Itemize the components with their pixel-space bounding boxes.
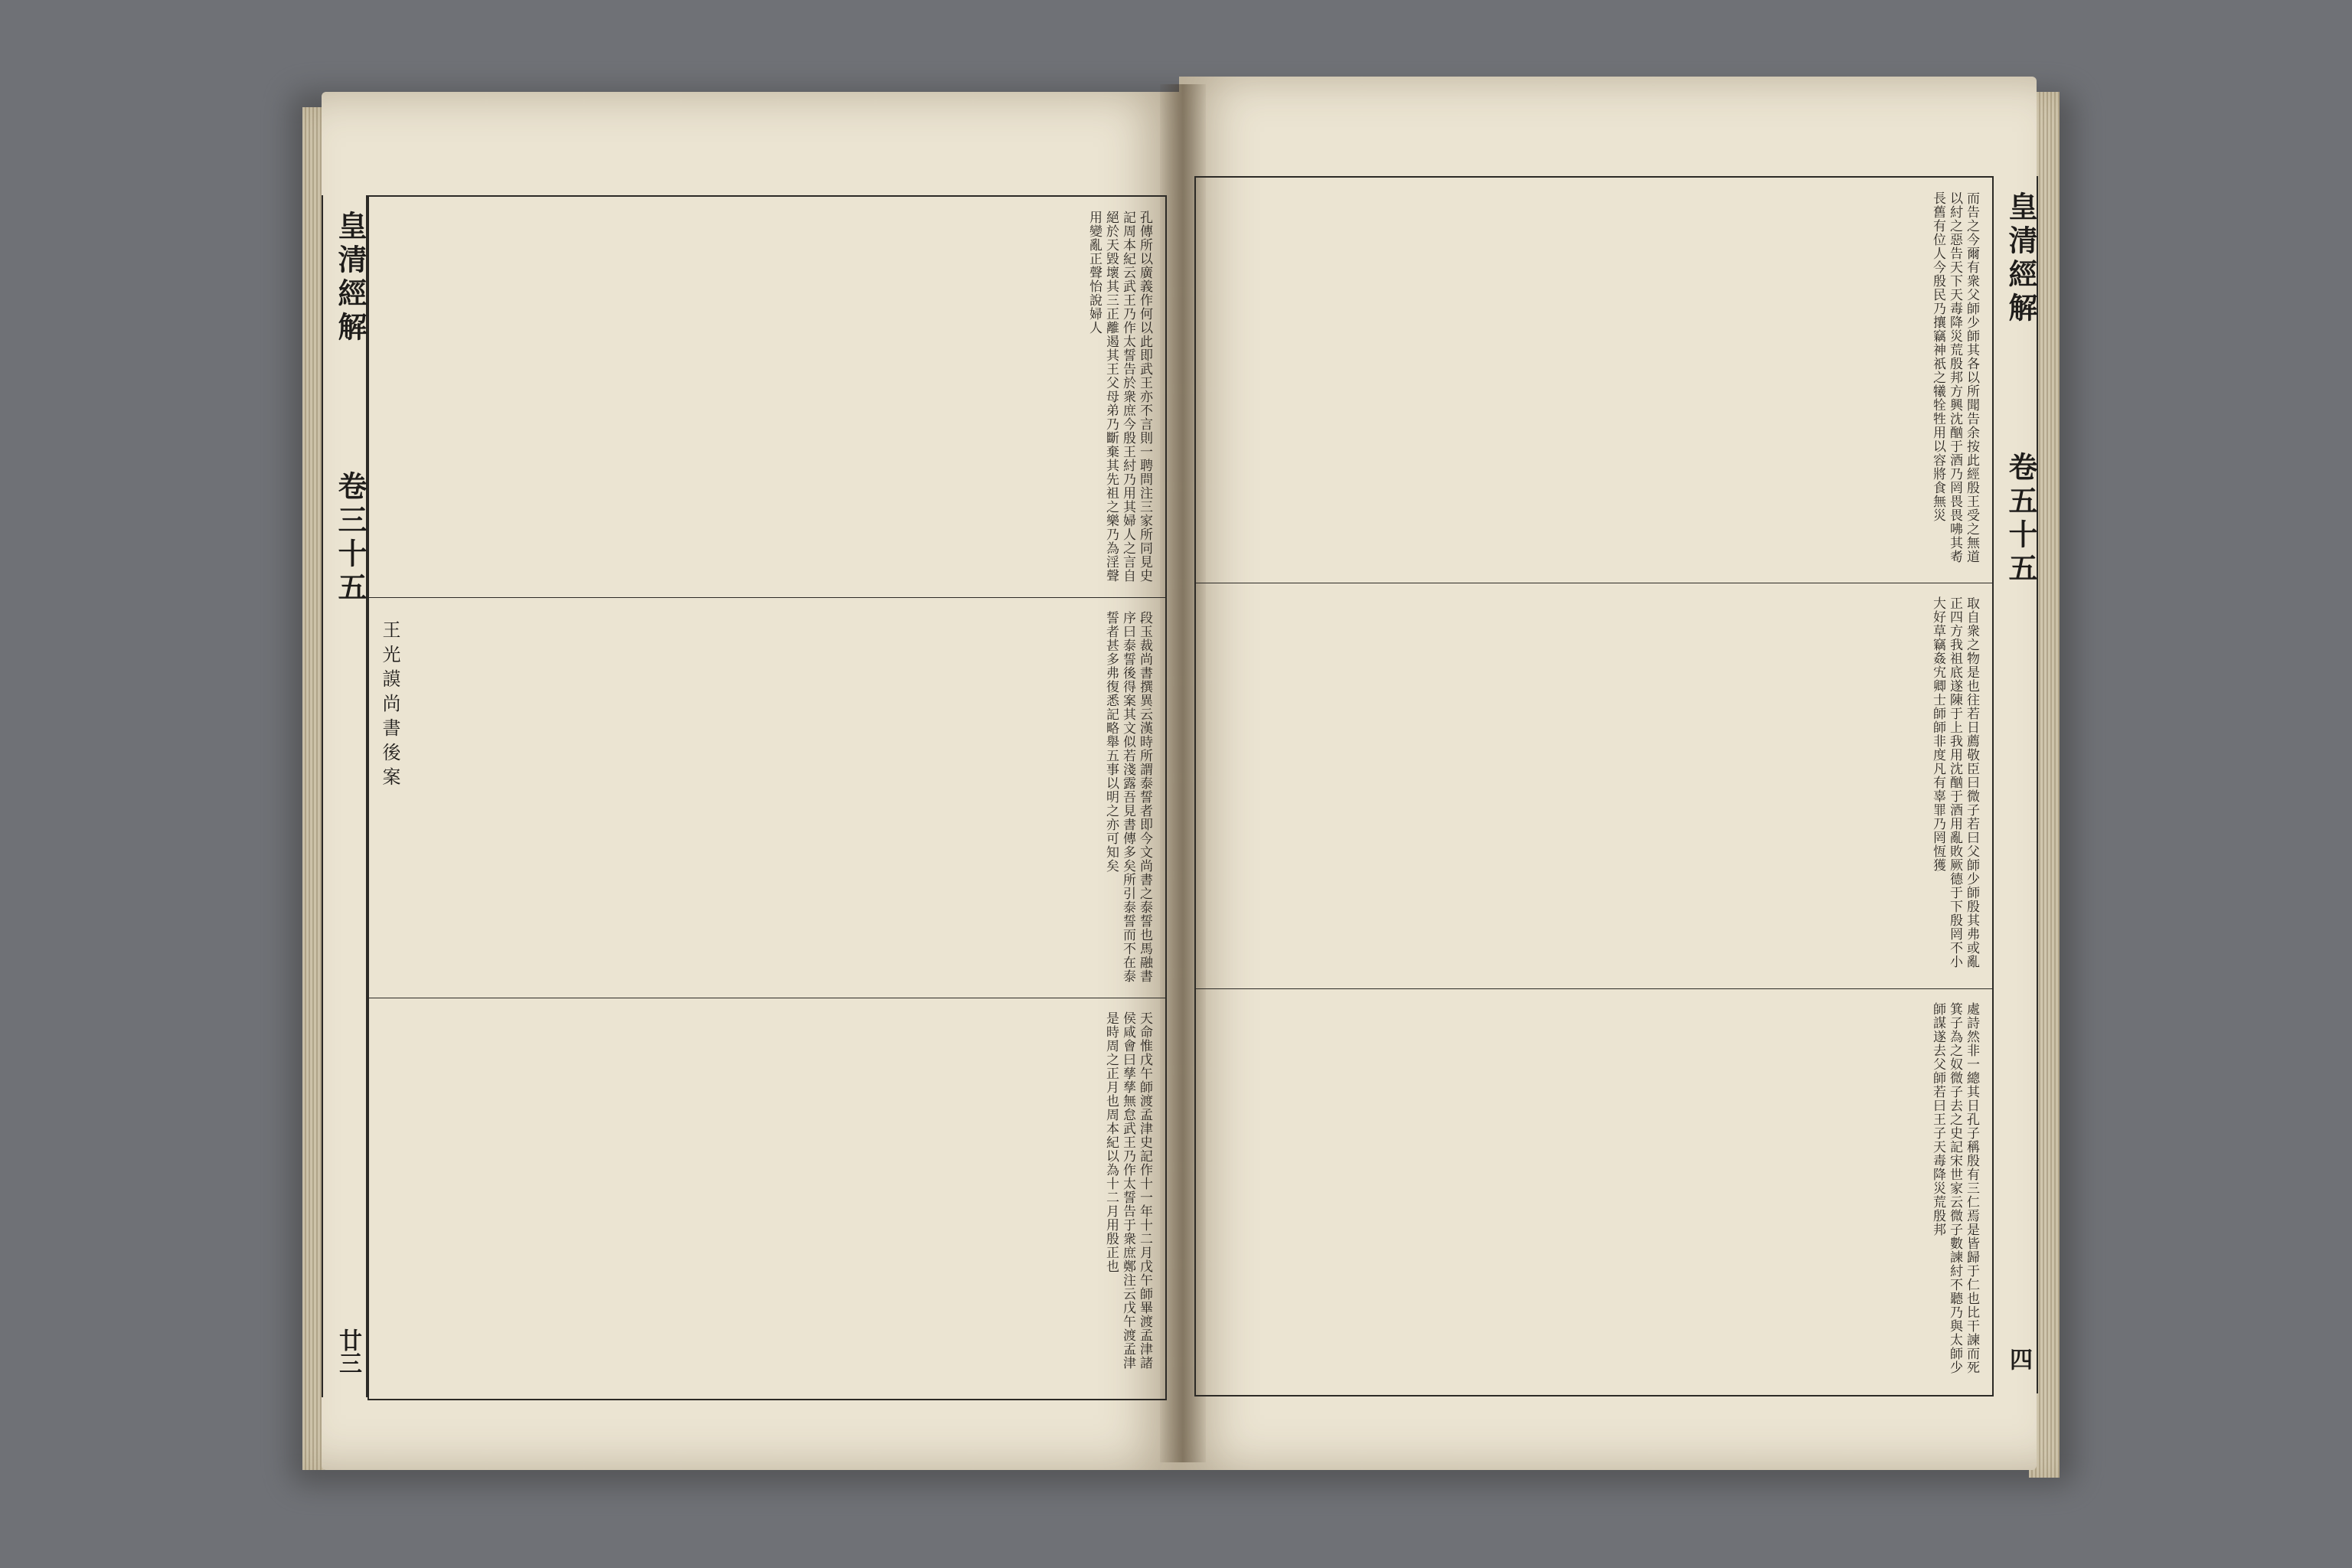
left-text-frame (368, 195, 1167, 1400)
left-folio-number: 廿三 (335, 1328, 361, 1374)
right-page-margin-strip (1992, 176, 2038, 1393)
right-register-rule-2 (1196, 988, 1992, 989)
right-folio-number: 四 (2005, 1348, 2032, 1370)
right-text-lower-register: 處詩然非一總其日孔子稱殷有三仁焉是皆歸于仁也比干諫而死箕子為之奴微子去之史記宋世家云微子數諫紂不聽乃與太師少師謀遂去父師若曰王子天毒降災荒殷邦 (1930, 1001, 1979, 1374)
left-running-title: 皇清經解 (333, 211, 368, 345)
left-text-middle-register: 段玉裁尚書撰異云漢時所謂泰誓者即今文尚書之泰誓也馬融書序曰泰誓後得案其文似若淺露吾見書傳多矣所引泰誓而不在泰誓者甚多弗復悉記略舉五事以明之亦可知矣 (1103, 610, 1152, 983)
right-volume-label: 卷五十五 (2004, 452, 2038, 586)
left-register-rule-1 (369, 597, 1165, 598)
right-text-frame (1194, 176, 1994, 1396)
left-author-line: 王光謨尚書後案 (379, 620, 400, 792)
right-text-upper-register: 而告之今爾有衆父師少師其各以所聞告余按此經殷王受之無道以紂之惡告天下天毒降災荒殷邦方興沈酗于酒乃罔畏畏咈其耇長舊有位人今殷民乃攘竊神祇之犧牷牲用以容將食無災 (1930, 191, 1979, 564)
left-page-margin-strip (322, 195, 368, 1397)
left-text-upper-register: 孔傳所以廣義作何以此即武王亦不言則一聘問注三家所同見史記周本紀云武王乃作太誓告於衆庶今殷王紂乃用其婦人之言自絕於天毀壞其三正離遏其王父母弟乃斷棄其先祖之樂乃為淫聲用變亂正聲怡說婦人 (1086, 211, 1152, 583)
left-text-lower-register: 天命惟戊午師渡孟津史記作十一年十二月戊午師畢渡孟津諸侯咸會曰孳孳無怠武王乃作太誓告于衆庶鄭注云戊午渡孟津是時周之正月也周本紀以為十二月用殷正也 (1103, 1011, 1152, 1370)
left-volume-label: 卷三十五 (333, 471, 368, 606)
right-running-title: 皇清經解 (2004, 191, 2038, 326)
right-text-middle-register: 取自衆之物是也往若日薦敬臣曰微子若曰父師少師殷其弗或亂正四方我祖底遂陳于上我用沈酗于酒用亂敗厥德于下殷罔不小大好草竊姦宄卿士師師非度凡有辜罪乃罔恆獲 (1930, 596, 1979, 969)
